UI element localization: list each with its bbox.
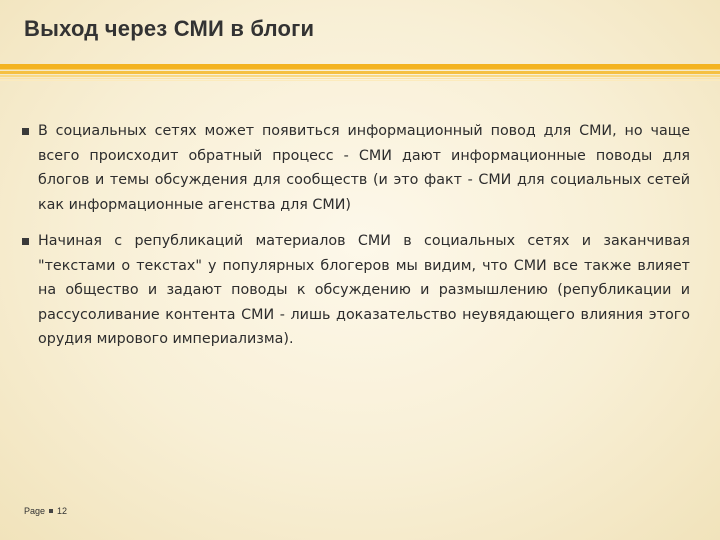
bullet-item [22, 119, 690, 217]
bullet-text: В социальных сетях может появиться информационный повод для СМИ, но чаще всего происходит обратный процесс - СМИ дают информационные поводы для блогов и темы обсуждения для сообществ (и это факт - СМИ для социальных сетей как информационные агенства для СМИ) [38, 123, 690, 213]
title-accent-band [0, 64, 720, 82]
page-number: 12 [57, 506, 68, 516]
slide-title: Выход через СМИ в блоги [24, 16, 315, 41]
square-bullet-icon [22, 128, 29, 135]
page-footer [24, 506, 67, 516]
slide-content [22, 119, 690, 364]
footer-separator-icon [49, 509, 53, 513]
bullet-text: Начиная с републикаций материалов СМИ в социальных сетях и заканчивая "текстами о текстах" у популярных блогеров мы видим, что СМИ все также влияет на общество и задают поводы к обсуждению и размышлению (републикации и рассусоливание контента СМИ - лишь доказательство неувядающего влияния этого орудия мирового империализма). [38, 233, 690, 347]
square-bullet-icon [22, 238, 29, 245]
bullet-item [22, 229, 690, 352]
page-label: Page [24, 506, 46, 516]
